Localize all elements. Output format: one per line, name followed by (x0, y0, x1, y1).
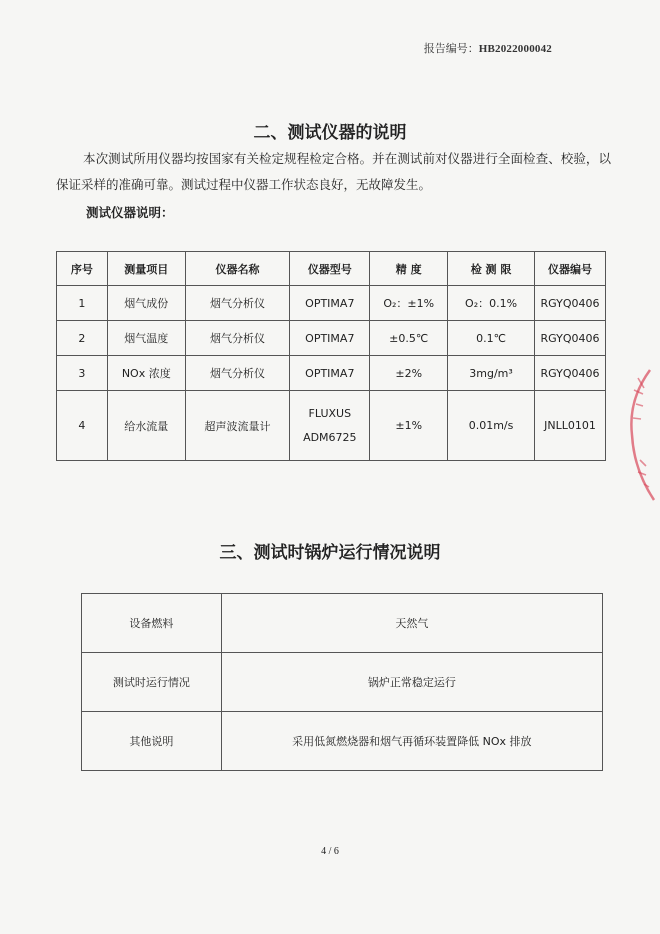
cell-id: JNLL0101 (534, 391, 605, 461)
table-row (57, 391, 606, 461)
header-cell: 精 度 (370, 252, 448, 286)
report-number-label: 报告编号： (423, 42, 479, 55)
table-row (57, 286, 606, 321)
cell-no: 1 (57, 286, 108, 321)
table-row (82, 594, 603, 653)
report-number (424, 40, 552, 56)
cell-item: 烟气成份 (107, 286, 185, 321)
red-seal-stamp (620, 360, 660, 510)
paragraph-text: 本次测试所用仪器均按国家有关检定规程检定合格。并在测试前对仪器进行全面检查、校验，以保证采样的准确可靠。测试过程中仪器工作状态良好，无故障发生。 (56, 151, 611, 192)
header-cell: 仪器编号 (534, 252, 605, 286)
model-line-1: FLUXUS (308, 406, 352, 420)
cell-precision: ±1% (370, 391, 448, 461)
table-header-row (57, 252, 606, 286)
cell-item: 给水流量 (107, 391, 185, 461)
cell-name: 烟气分析仪 (185, 286, 290, 321)
cell-model: OPTIMA7 (290, 286, 370, 321)
cell-model: OPTIMA7 (290, 321, 370, 356)
header-cell: 仪器名称 (185, 252, 290, 286)
cell-no: 4 (57, 391, 108, 461)
row-value: 采用低氮燃烧器和烟气再循环装置降低 NOx 排放 (221, 712, 602, 771)
row-label: 设备燃料 (82, 594, 222, 653)
row-label: 测试时运行情况 (82, 653, 222, 712)
row-value: 天然气 (221, 594, 602, 653)
model-line-2: ADM6725 (303, 430, 357, 444)
cell-name: 超声波流量计 (185, 391, 290, 461)
cell-limit: O₂：0.1% (448, 286, 535, 321)
cell-model: OPTIMA7 (290, 356, 370, 391)
table-row (57, 356, 606, 391)
row-label: 其他说明 (82, 712, 222, 771)
table-row (82, 712, 603, 771)
table-row (82, 653, 603, 712)
instrument-table (56, 251, 606, 461)
header-cell: 检 测 限 (448, 252, 535, 286)
cell-limit: 0.1℃ (448, 321, 535, 356)
cell-id: RGYQ0406 (534, 321, 605, 356)
instrument-subheading: 测试仪器说明： (86, 205, 174, 220)
cell-no: 2 (57, 321, 108, 356)
header-cell: 序号 (57, 252, 108, 286)
cell-precision: ±2% (370, 356, 448, 391)
header-cell: 测量项目 (107, 252, 185, 286)
boiler-table (81, 593, 603, 771)
report-number-value: HB2022000042 (478, 43, 552, 55)
table-row (57, 321, 606, 356)
cell-no: 3 (57, 356, 108, 391)
cell-model (290, 391, 370, 461)
row-value: 锅炉正常稳定运行 (221, 653, 602, 712)
cell-item: NOx 浓度 (107, 356, 185, 391)
cell-name: 烟气分析仪 (185, 356, 290, 391)
header-cell: 仪器型号 (290, 252, 370, 286)
cell-limit: 3mg/m³ (448, 356, 535, 391)
cell-precision: O₂：±1% (370, 286, 448, 321)
section-3-title: 三、测试时锅炉运行情况说明 (219, 543, 441, 563)
cell-item: 烟气温度 (107, 321, 185, 356)
page-number: 4 / 6 (321, 846, 339, 857)
cell-limit: 0.01m/s (448, 391, 535, 461)
cell-precision: ±0.5℃ (370, 321, 448, 356)
cell-name: 烟气分析仪 (185, 321, 290, 356)
section-2-title: 二、测试仪器的说明 (253, 123, 407, 143)
section-2-paragraph (56, 146, 611, 198)
cell-id: RGYQ0406 (534, 286, 605, 321)
cell-id: RGYQ0406 (534, 356, 605, 391)
